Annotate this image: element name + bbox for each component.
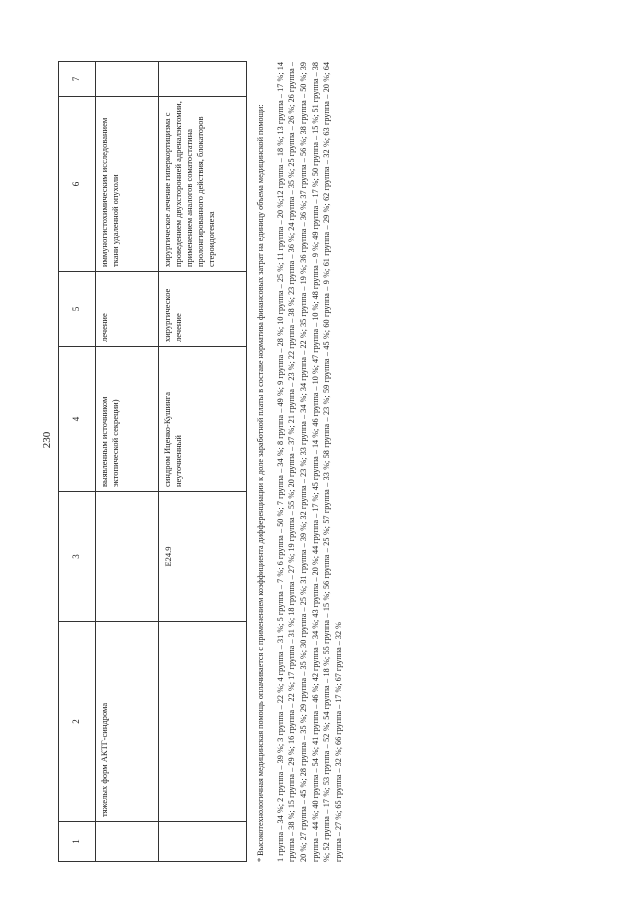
table-cell-code: E24.9 bbox=[159, 492, 247, 622]
footnote bbox=[255, 62, 344, 862]
table-row bbox=[96, 62, 159, 862]
table-cell-method: хирургическое лечение гиперкортицизма с проведением двухсторонней адреналэктомии, применением аналогов соматостатина пролонгированного действия, блокаторов стероидогенеза bbox=[159, 97, 247, 272]
header-cell: 5 bbox=[59, 272, 96, 347]
table-row bbox=[159, 62, 247, 862]
table-cell-method: иммуногистохимическим исследованием ткани удаленной опухоли bbox=[96, 97, 159, 272]
footnote-group-coefficients: 1 группа – 34 %; 2 группа – 39 %; 3 группа – 22 %; 4 группа – 31 %; 5 группа – 7 %; 6 группа – 50 %; 7 группа – 34 %; 8 группа – 49 %; 9 группа – 28 %; 10 группа – 25 %; 11 группа – 20 %;12 группа – 18 %; 13 группа – 17 %; 14 группа – 38 %; 15 группа – 29 %; 16 группа – 22 %; 17 группа – 31 %; 18 группа – 27 %; 19 группа – 55 %; 20 группа – 37 %; 21 группа – 23 %; 22 группа – 38 %; 23 группа – 36 %; 24 группа – 35 %; 25 группа – 26 %; 26 группа – 20 %; 27 группа – 45 %; 28 группа – 35 %; 29 группа – 35 %; 30 группа – 25 %; 31 группа – 39 %; 32 группа – 23 %; 33 группа – 34 %; 34 группа – 22 %; 35 группа – 19 %; 36 группа – 36 %; 37 группа – 56 %; 38 группа – 50 %; 39 группа – 44 %; 40 группа – 54 %; 41 группа – 46 %; 42 группа – 34 %; 43 группа – 20 %; 44 группа – 17 %; 45 группа – 14 %; 46 группа – 10 %; 47 группа – 10 %; 48 группа – 9 %; 49 группа – 17 %; 50 группа – 15 %; 51 группа – 38 %; 52 группа – 17 %; 53 группа – 52 %; 54 группа – 18 %; 55 группа – 15 %; 56 группа – 25 %; 57 группа – 33 %; 58 группа – 23 %; 59 группа – 45 %; 60 группа – 9 %; 61 группа – 29 %; 62 группа – 32 %; 63 группа – 20 %; 64 группа – 27 %; 65 группа – 32 %; 66 группа – 17 %; 67 группа – 32 % bbox=[275, 62, 343, 862]
medical-care-table bbox=[58, 61, 247, 862]
table-cell-model: выявленным источником эктопической секреции) bbox=[96, 347, 159, 492]
table-cell-model: синдром Иценко-Кушинга неуточненный bbox=[159, 347, 247, 492]
table-cell-condition bbox=[159, 622, 247, 822]
table-cell-condition: тяжелых форм АКТГ-синдрома bbox=[96, 622, 159, 822]
table-header-row bbox=[59, 62, 96, 862]
table-cell bbox=[159, 822, 247, 862]
header-cell: 2 bbox=[59, 622, 96, 822]
table-cell bbox=[96, 62, 159, 97]
table-cell-treatment-type: лечение bbox=[96, 272, 159, 347]
table-cell bbox=[96, 822, 159, 862]
table-cell-treatment-type: хирургическое лечение bbox=[159, 272, 247, 347]
footnote-note: * Высокотехнологичная медицинская помощь оплачивается с применением коэффициента дифференциации к доле заработной платы в составе норматива финансовых затрат на единицу объема медицинской помощи: bbox=[256, 104, 265, 862]
rotated-page-content bbox=[58, 62, 350, 862]
header-cell: 4 bbox=[59, 347, 96, 492]
header-cell: 3 bbox=[59, 492, 96, 622]
header-cell: 7 bbox=[59, 62, 96, 97]
header-cell: 6 bbox=[59, 97, 96, 272]
page-number: 230 bbox=[41, 431, 53, 449]
table-cell-code bbox=[96, 492, 159, 622]
table-cell bbox=[159, 62, 247, 97]
header-cell: 1 bbox=[59, 822, 96, 862]
